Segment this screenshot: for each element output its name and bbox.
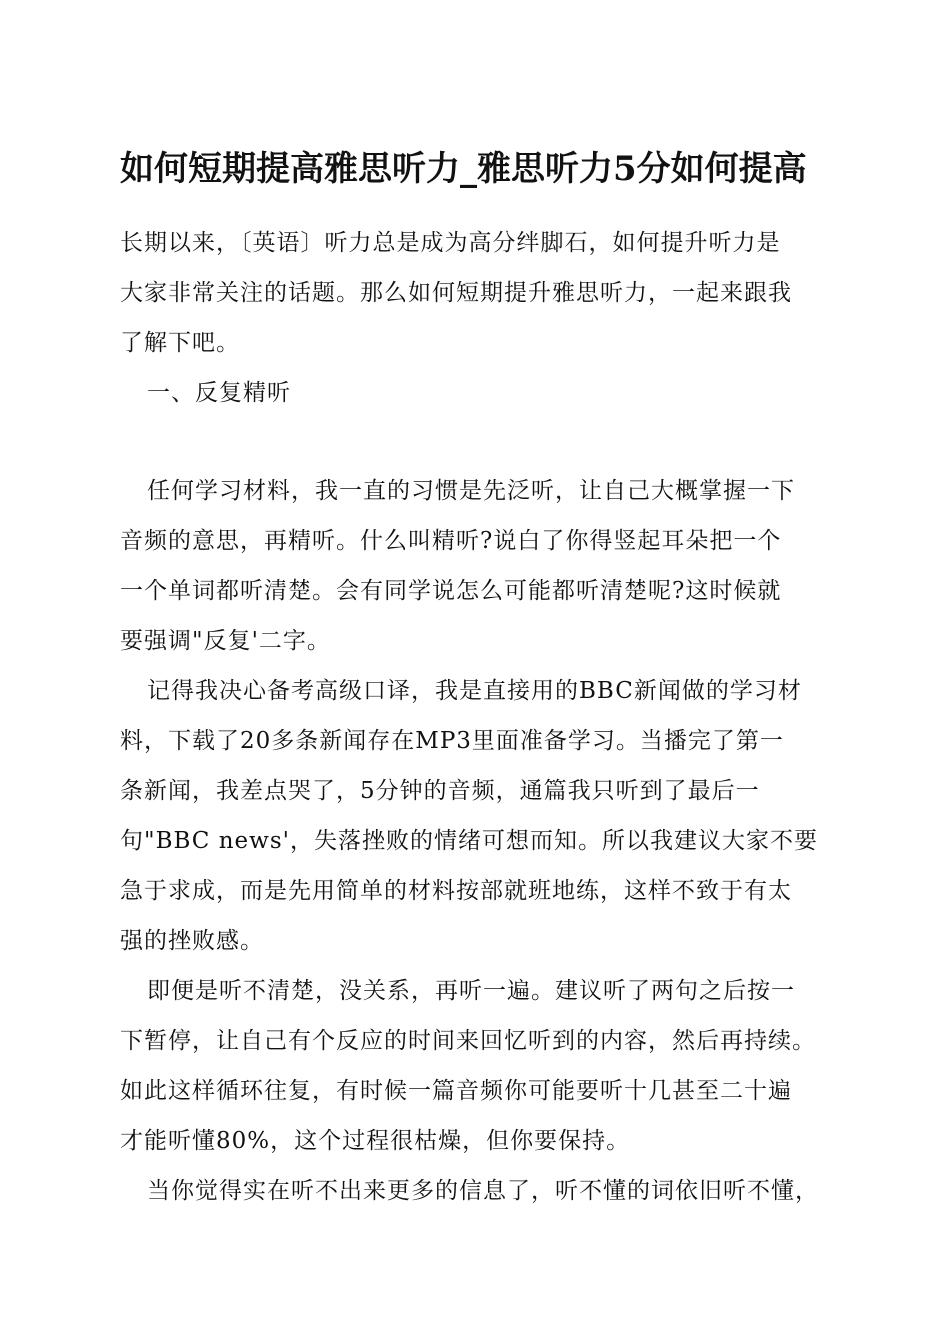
text-line: 如此这样循环往复，有时候一篇音频你可能要听十几甚至二十遍: [120, 1078, 792, 1104]
text-line: 长期以来，〔英语〕听力总是成为高分绊脚石，如何提升听力是: [120, 230, 781, 256]
text-line: 才能听懂80%，这个过程很枯燥，但你要保持。: [120, 1128, 631, 1154]
text-line: 大家非常关注的话题。那么如何短期提升雅思听力，一起来跟我: [120, 280, 792, 306]
text-line: 当你觉得实在听不出来更多的信息了，听不懂的词依旧听不懂，: [147, 1178, 819, 1204]
text-line: 急于求成，而是先用简单的材料按部就班地练，这样不致于有太: [120, 878, 792, 904]
text-line: 要强调"反复'二字。: [120, 628, 331, 654]
document-title: 如何短期提高雅思听力_雅思听力5分如何提高: [120, 149, 807, 189]
section-heading: 一、反复精听: [147, 380, 291, 406]
text-line: 任何学习材料，我一直的习惯是先泛听，让自己大概掌握一下: [147, 478, 795, 504]
text-line: 音频的意思，再精听。什么叫精听?说白了你得竖起耳朵把一个: [120, 528, 782, 554]
text-line: 强的挫败感。: [120, 928, 264, 954]
text-line: 一个单词都听清楚。会有同学说怎么可能都听清楚呢?这时候就: [120, 578, 782, 604]
text-line: 料，下载了20多条新闻存在MP3里面准备学习。当播完了第一: [120, 728, 784, 754]
text-line: 下暂停，让自己有个反应的时间来回忆听到的内容，然后再持续。: [120, 1028, 816, 1054]
text-line: 句"BBC news'，失落挫败的情绪可想而知。所以我建议大家不要: [120, 828, 818, 854]
text-line: 了解下吧。: [120, 330, 240, 356]
text-line: 记得我决心备考高级口译，我是直接用的BBC新闻做的学习材: [147, 678, 802, 704]
text-line: 条新闻，我差点哭了，5分钟的音频，通篇我只听到了最后一: [120, 778, 760, 804]
text-line: 即便是听不清楚，没关系，再听一遍。建议听了两句之后按一: [147, 978, 795, 1004]
document-body: [120, 218, 850, 1216]
paragraph-gap: [120, 418, 850, 466]
